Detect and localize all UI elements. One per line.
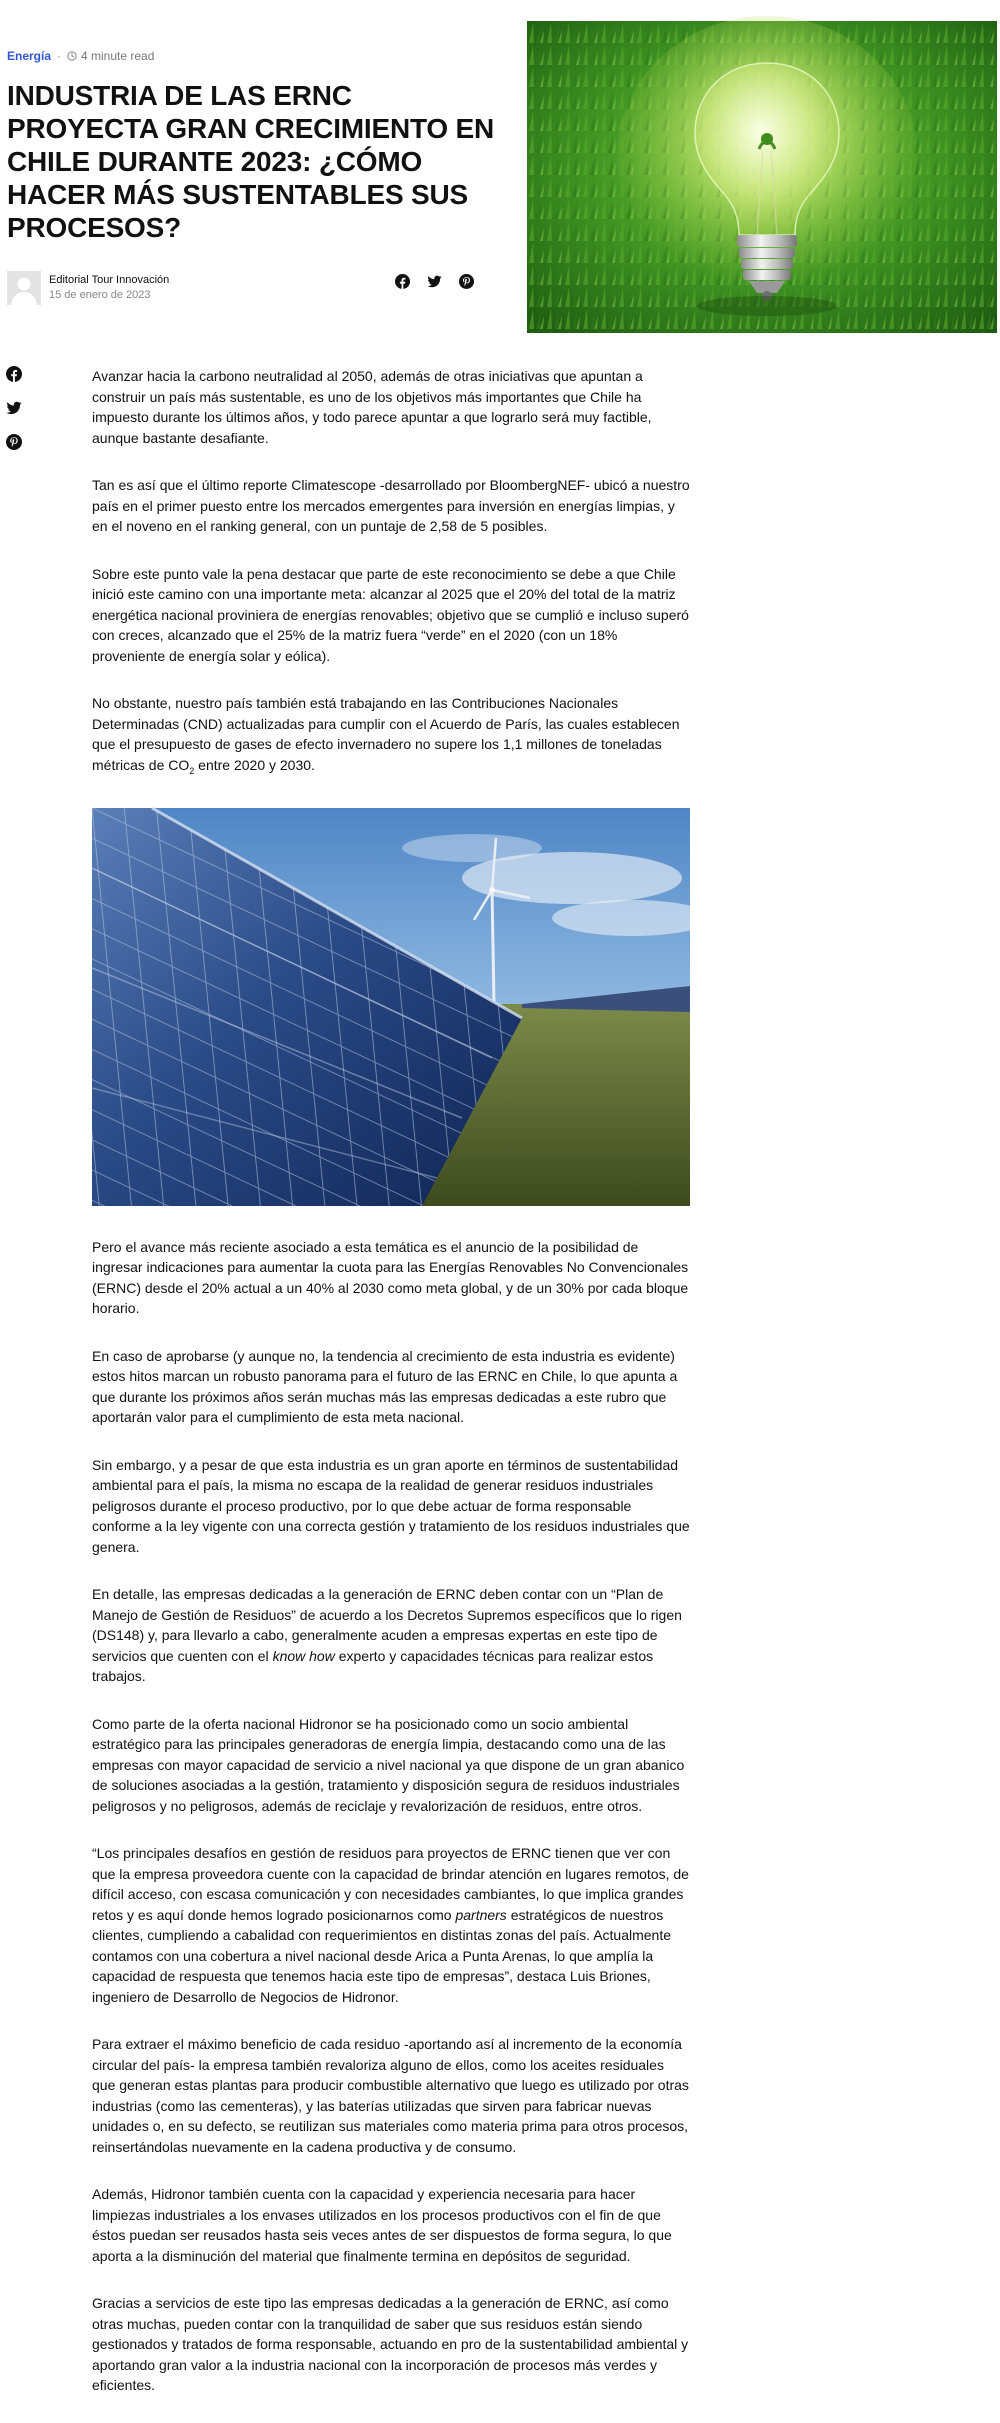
subscript: 2 [189, 765, 195, 776]
inline-image [92, 808, 690, 1206]
meta-separator: · [57, 49, 62, 63]
emphasis: partners [455, 1906, 507, 1923]
paragraph: En caso de aprobarse (y aunque no, la tendencia al crecimiento de esta industria es evidente) estos hitos marcan un robusto panorama para el futuro de las ERNC en Chile, lo que apunta a que durante los próximos años serán muchas más las empresas dedicadas a este rubro que aportarán valor para el cumplimiento de esta meta nacional. [92, 1347, 678, 1426]
read-time-label: 4 minute read [81, 49, 155, 63]
paragraph: Avanzar hacia la carbono neutralidad al 2050, además de otras iniciativas que apuntan a construir un país más sustentable, es uno de los objetivos más importantes que Chile ha impuesto durante los últimos años, y todo parece apuntar a que lograrlo será muy factible, aunque bastante desafiante. [92, 368, 652, 446]
paragraph [92, 1584, 690, 1687]
article-meta [7, 49, 154, 63]
paragraph: Sobre este punto vale la pena destacar que parte de este reconocimiento se debe a que Chile inició este camino con una importante meta: alcanzar al 2025 que el 20% del total de la matriz energética nacional proviniera de energías renovables; objetivo que se cumplió e incluso superó con creces, alcanzado que el 25% de la matriz fuera “verde” en el 2020 (con un 18% proveniente de energía solar y eólica). [92, 565, 689, 664]
share-bar-top [395, 274, 474, 289]
paragraph-text: No obstante, nuestro país también está trabajando en las Contribuciones Nacionales Determinadas (CND) actualizadas para cumplir con el Acuerdo de París, las cuales establecen que el presupuesto de gases de efecto invernadero no supere los 1,1 millones de toneladas métricas de CO [92, 695, 680, 773]
pinterest-icon[interactable] [6, 434, 22, 450]
avatar-placeholder-icon [7, 271, 41, 305]
twitter-icon[interactable] [427, 274, 442, 289]
paragraph-text: estratégicos de nuestros clientes, cumpliendo a cabalidad con requerimientos en distintas zonas del país. Actualmente contamos con una cobertura a nivel nacional desde Arica a Punta Arenas, lo que amplía la capacidad de respuesta que tenemos hacia este tipo de empresas”, destaca Luis Briones, ingeniero de Desarrollo de Negocios de Hidronor. [92, 1906, 672, 2005]
author-block [7, 271, 169, 305]
paragraph-text: En detalle, las empresas dedicadas a la generación de ERNC deben contar con un “Plan de Manejo de Gestión de Residuos” de acuerdo a los Decretos Supremos específicos que lo rigen (DS148) y, para llevarlo a cabo, generalmente acuden a empresas expertas en este tipo de servicios que cuenten con el [92, 1586, 682, 1664]
hero-image [527, 21, 997, 333]
paragraph: Sin embargo, y a pesar de que esta industria es un gran aporte en términos de sustentabilidad ambiental para el país, la misma no escapa de la realidad de generar residuos industriales peligrosos durante el proceso productivo, por lo que debe actuar de forma responsable conforme a la ley vigente con una correcta gestión y tratamiento de los residuos industriales que genera. [92, 1456, 690, 1555]
facebook-icon[interactable] [395, 274, 410, 289]
paragraph: Gracias a servicios de este tipo las empresas dedicadas a la generación de ERNC, así como otras muchas, pueden contar con la tranquilidad de saber que sus residuos están siendo gestionados y tratados de forma responsable, actuando en pro de la sustentabilidad ambiental y aportando gran valor a la industria nacional con la incorporación de procesos más verdes y eficientes. [92, 2295, 689, 2394]
pinterest-icon[interactable] [459, 274, 474, 289]
facebook-icon[interactable] [6, 366, 22, 382]
paragraph: Pero el avance más reciente asociado a esta temática es el anuncio de la posibilidad de ingresar indicaciones para aumentar la cuota para las Energías Renovables No Convencionales (ERNC) desde el 20% actual a un 40% al 2030 como meta global, y de un 30% por cada bloque horario. [92, 1238, 689, 1317]
paragraph: Además, Hidronor también cuenta con la capacidad y experiencia necesaria para hacer limpiezas industriales a los envases utilizados en los procesos productivos con el fin de que éstos puedan ser reusados hasta seis veces antes de ser dispuestos de forma segura, lo que aporta a la disminución del material que finalmente termina en depósitos de seguridad. [92, 2186, 672, 2264]
twitter-icon[interactable] [6, 400, 22, 416]
solar-panels-wind-turbine-image [92, 808, 690, 1206]
paragraph-text: entre 2020 y 2030. [194, 756, 315, 773]
publish-date: 15 de enero de 2023 [49, 289, 151, 301]
lightbulb-on-grass-image [527, 21, 997, 333]
category-link[interactable]: Energía [7, 49, 52, 63]
paragraph: Tan es así que el último reporte Climatescope -desarrollado por BloombergNEF- ubicó a nuestro país en el primer puesto entre los mercados emergentes para inversión en energías limpias, y en el noveno en el ranking general, con un puntaje de 2,58 de 5 posibles. [92, 477, 690, 534]
avatar [7, 271, 41, 305]
read-time [67, 49, 154, 63]
share-bar-side [6, 366, 22, 450]
paragraph [92, 1843, 690, 2007]
paragraph-text: experto y capacidades técnicas para realizar estos trabajos. [92, 1647, 654, 1685]
page-title: INDUSTRIA DE LAS ERNC PROYECTA GRAN CRECIMIENTO EN CHILE DURANTE 2023: ¿CÓMO HACER MÁS SUSTENTABLES SUS PROCESOS? [7, 80, 495, 243]
author-name[interactable]: Editorial Tour Innovación [49, 274, 170, 286]
emphasis: know how [272, 1647, 335, 1664]
paragraph: Como parte de la oferta nacional Hidronor se ha posicionado como un socio ambiental estratégico para las principales generadoras de energía limpia, destacando como una de las empresas con mayor capacidad de servicio a nivel nacional ya que dispone de un gran abanico de soluciones asociadas a la gestión, tratamiento y disposición segura de residuos industriales peligrosos y no peligrosos, además de reciclaje y revalorización de residuos, entre otros. [92, 1715, 685, 1814]
paragraph-text: “Los principales desafíos en gestión de residuos para proyectos de ERNC tienen que ver con que la empresa proveedora cuente con la capacidad de brindar atención en lugares remotos, de difícil acceso, con escasa comunicación y con necesidades cambiantes, lo que implica grandes retos y es aquí donde hemos logrado posicionarnos como [92, 1845, 689, 1923]
article-body [92, 366, 690, 2423]
paragraph: Para extraer el máximo beneficio de cada residuo -aportando así al incremento de la economía circular del país- la empresa también revaloriza alguno de ellos, como los aceites residuales que generan estas plantas para producir combustible alternativo que luego es utilizado por otras industrias (como las cementeras), y las baterías utilizadas que sirven para fabricar nuevas unidades o, en su defecto, se reutilizan sus materiales como materia prima para otros procesos, reinsertándolas nuevamente en la cadena productiva y de consumo. [92, 2036, 689, 2155]
paragraph [92, 693, 690, 781]
clock-icon [67, 51, 77, 61]
